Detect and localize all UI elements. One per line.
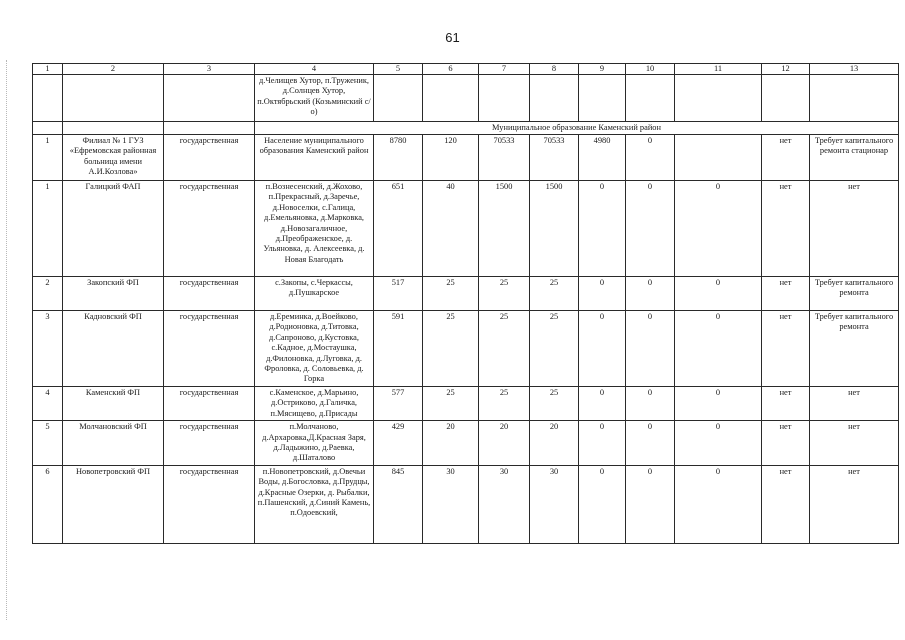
facility-name: Кадновский ФП: [63, 311, 164, 387]
settlements-cell: д.Ереминка, д.Воейково, д.Родионовка, д.Титовка, д.Сапроново, д.Кустовка, с.Кадное, д.Мостаушка, д.Филоновка, д.Луговка, д. Фроловка, д. Соловьевка, д. Горка: [255, 311, 374, 387]
value-cell: 25: [530, 311, 579, 387]
ownership-form: государственная: [164, 277, 255, 311]
value-cell: 0: [626, 421, 675, 466]
facility-name: Каменский ФП: [63, 387, 164, 421]
settlements-cell: д.Челищев Хутор, п.Труженик, д.Солнцев Хутор, п.Октябрьский (Козьминский с/о): [255, 75, 374, 122]
table-row: [33, 387, 899, 421]
facility-name: Закопский ФП: [63, 277, 164, 311]
settlements-cell: п.Вознесенский, д.Жохово, п.Прекрасный, д.Заречье, д.Новоселки, с.Галица, д.Емельяновка, д.Марковка, д.Новозагаличное, д.Преображенское, д. Ульяновка, д. Алексеевка, д. Новая Благодать: [255, 181, 374, 277]
settlements-cell: п.Молчаново, д.Архаровка,Д.Красная Заря, д.Ладыжино, д.Раевка, д.Шаталово: [255, 421, 374, 466]
column-number: 8: [530, 64, 579, 75]
value-cell: 25: [479, 311, 530, 387]
column-number-row: [33, 64, 899, 75]
column-number: 5: [374, 64, 423, 75]
note-cell: нет: [810, 465, 899, 543]
facilities-table: [32, 63, 899, 544]
note-cell: Требует капитального ремонта стационар: [810, 135, 899, 181]
column-number: 11: [675, 64, 762, 75]
value-cell: 0: [626, 181, 675, 277]
value-cell: 429: [374, 421, 423, 466]
column-number: 13: [810, 64, 899, 75]
column-number: 2: [63, 64, 164, 75]
table-row: [33, 465, 899, 543]
value-cell: 70533: [479, 135, 530, 181]
value-cell: нет: [762, 135, 810, 181]
row-number: 5: [33, 421, 63, 466]
value-cell: 517: [374, 277, 423, 311]
column-number: 3: [164, 64, 255, 75]
value-cell: 30: [530, 465, 579, 543]
value-cell: [675, 135, 762, 181]
value-cell: 0: [675, 181, 762, 277]
settlements-cell: Население муниципального образования Каменский район: [255, 135, 374, 181]
value-cell: 0: [626, 311, 675, 387]
table-row: [33, 311, 899, 387]
value-cell: нет: [762, 465, 810, 543]
section-row: [33, 122, 899, 135]
value-cell: 0: [675, 311, 762, 387]
settlements-cell: с.Закопы, с.Черкассы, д.Пушкарское: [255, 277, 374, 311]
value-cell: 20: [423, 421, 479, 466]
table-row: [33, 181, 899, 277]
value-cell: 25: [423, 311, 479, 387]
value-cell: 30: [479, 465, 530, 543]
value-cell: 0: [675, 421, 762, 466]
value-cell: 25: [530, 277, 579, 311]
value-cell: 0: [579, 277, 626, 311]
column-number: 12: [762, 64, 810, 75]
ownership-form: государственная: [164, 311, 255, 387]
note-cell: нет: [810, 421, 899, 466]
value-cell: 0: [675, 465, 762, 543]
value-cell: 591: [374, 311, 423, 387]
section-title: Муниципальное образование Каменский район: [255, 122, 899, 135]
value-cell: 1500: [530, 181, 579, 277]
row-number: 2: [33, 277, 63, 311]
value-cell: 8780: [374, 135, 423, 181]
value-cell: 0: [579, 311, 626, 387]
ownership-form: государственная: [164, 181, 255, 277]
value-cell: 25: [530, 387, 579, 421]
note-cell: нет: [810, 181, 899, 277]
ownership-form: государственная: [164, 465, 255, 543]
continuation-row: [33, 75, 899, 122]
table-row: [33, 277, 899, 311]
value-cell: 70533: [530, 135, 579, 181]
value-cell: 40: [423, 181, 479, 277]
row-number: 1: [33, 135, 63, 181]
value-cell: 1500: [479, 181, 530, 277]
value-cell: 30: [423, 465, 479, 543]
value-cell: нет: [762, 277, 810, 311]
value-cell: 25: [423, 277, 479, 311]
facility-name: Молчановский ФП: [63, 421, 164, 466]
facility-name: Филиал № 1 ГУЗ «Ефремовская районная больница имени А.И.Козлова»: [63, 135, 164, 181]
value-cell: 0: [626, 277, 675, 311]
value-cell: 120: [423, 135, 479, 181]
value-cell: 0: [579, 465, 626, 543]
value-cell: 4980: [579, 135, 626, 181]
ownership-form: государственная: [164, 421, 255, 466]
column-number: 10: [626, 64, 675, 75]
note-cell: Требует капитального ремонта: [810, 311, 899, 387]
value-cell: 0: [626, 135, 675, 181]
value-cell: 20: [530, 421, 579, 466]
column-number: 7: [479, 64, 530, 75]
value-cell: 25: [479, 277, 530, 311]
value-cell: нет: [762, 387, 810, 421]
note-cell: Требует капитального ремонта: [810, 277, 899, 311]
value-cell: 651: [374, 181, 423, 277]
value-cell: нет: [762, 311, 810, 387]
column-number: 9: [579, 64, 626, 75]
page-number: 61: [445, 30, 460, 45]
row-number: 6: [33, 465, 63, 543]
value-cell: нет: [762, 181, 810, 277]
row-number: 1: [33, 181, 63, 277]
value-cell: нет: [762, 421, 810, 466]
value-cell: 0: [626, 465, 675, 543]
value-cell: 25: [479, 387, 530, 421]
value-cell: 0: [675, 277, 762, 311]
value-cell: 845: [374, 465, 423, 543]
ownership-form: государственная: [164, 387, 255, 421]
column-number: 1: [33, 64, 63, 75]
table-row: [33, 421, 899, 466]
row-number: 4: [33, 387, 63, 421]
facility-name: Галицкий ФАП: [63, 181, 164, 277]
facility-name: Новопетровский ФП: [63, 465, 164, 543]
value-cell: 0: [579, 421, 626, 466]
note-cell: нет: [810, 387, 899, 421]
value-cell: 0: [579, 387, 626, 421]
column-number: 4: [255, 64, 374, 75]
column-number: 6: [423, 64, 479, 75]
value-cell: 0: [626, 387, 675, 421]
scan-edge-marks: [6, 60, 9, 620]
value-cell: 20: [479, 421, 530, 466]
value-cell: 0: [675, 387, 762, 421]
settlements-cell: п.Новопетровский, д.Овечьи Воды, д.Богословка, д.Прудцы, д.Красные Озерки, д. Рыбалки, п.Пашенский, д.Синий Камень, п.Одоевский,: [255, 465, 374, 543]
table-row: [33, 135, 899, 181]
ownership-form: государственная: [164, 135, 255, 181]
row-number: 3: [33, 311, 63, 387]
value-cell: 577: [374, 387, 423, 421]
value-cell: 0: [579, 181, 626, 277]
settlements-cell: с.Каменское, д.Марьино, д.Остриково, д.Галичка, п.Мясищево, д.Присады: [255, 387, 374, 421]
value-cell: 25: [423, 387, 479, 421]
